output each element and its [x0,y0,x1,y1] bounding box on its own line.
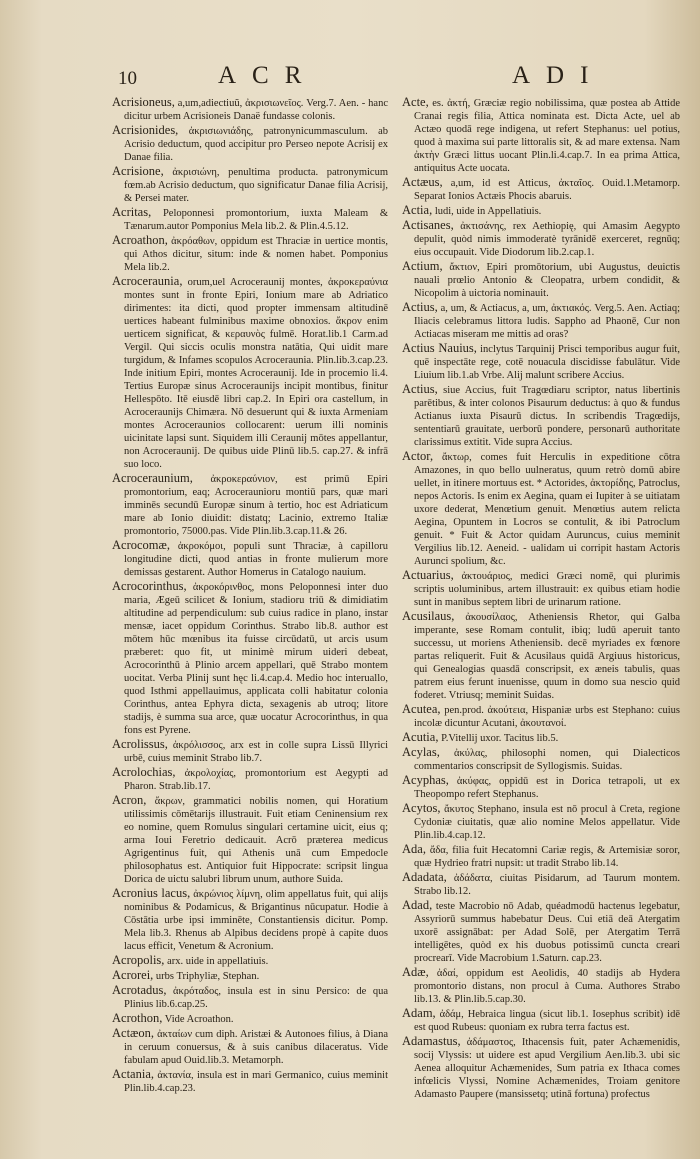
dictionary-entry [402,610,680,702]
entry-text: ἀκταίων cum diph. Aristæi & Autonoes filius, à Diana in ceruum conuersus, & à suis canibus dilaceratus. Vide fabulam apud Ouid.lib.3. Metamorph. [124,1029,388,1066]
dictionary-entry [112,206,388,233]
entry-text: a,um, id est Atticus, ἀκταῖος. Ouid.1.Metamorp. Separat Ionios Actæis Phocis abaruis. [414,178,680,202]
entry-headword: Acrotadus, [112,983,167,997]
dictionary-entry [402,569,680,609]
entry-text: siue Accius, fuit Tragœdiaru scriptor, natus libertinis parētibus, & inter colonos Pisaurum deductus: à quo & fundus Actianus iuxta Pisaurū dictus. In scribendis Tragœdijs, sententiarū grauitate, uerborū pondere, personarū authoritate clarissimus extitit. Vide supra Accius. [414,385,680,448]
dictionary-entry [112,794,388,886]
entry-headword: Acutea, [402,702,441,716]
entry-text: ἄκτωρ, comes fuit Herculis in expeditione cōtra Amazones, in quo bello uulneratus, quum retrò domū abire uellet, in itinere mortuus est. * Actorides, ἀκτορίδης, Patroclus, nepos Actoris. Is enim ex Aegina, quam ei Iupiter à se uitiatam uxore dederat, Menœtium genuit. Menœtius autem relicta Aegina, Opuntem in Locros se contulit, & ibi Patroclum genuit. * Fuit & Actor quidam Auruncus, cuius meminit Vergilius lib.12. Aeneid. - ualidam ui corripit hastam Actoris Aurunci spolium, &c. [414,452,680,567]
entry-text: ἀκρισιώνη, penultima producta. patronymicum fœm.ab Acrisio deductum, quo significatur Danae filia Acrisij, & Persei mater. [124,167,388,204]
dictionary-entry [402,774,680,801]
dictionary-entry [402,342,680,382]
entry-headword: Adam, [402,1006,436,1020]
dictionary-entry [402,843,680,870]
entry-headword: Actius, [402,300,438,314]
entry-text: ἄκρων, grammatici nobilis nomen, qui Horatium utilissimis cōmētarijs illustrauit. Fuit etiam Ceninensium rex eo nomine, quem Romulus singulari certamine uicit, eius q; arma Ioui Feretrio dedicauit. Acrō præterea medicus Agrigentinus fuit, qui Athenis unā cum Empedocle philosophatus est. Antiquior fuit Hippocrate: scripsit lingua Dorica de uictu salubri librum unum, authore Suida. [124,796,388,885]
entry-text: ἄκτιον, Epiri promōtorium, ubi Augustus, deuictis nauali prœlio Antonio & Cleopatra, urbem condidit, & Nicopolim à uictoria nominauit. [414,262,680,299]
dictionary-entry [402,204,680,218]
running-header [0,62,700,92]
entry-headword: Adadata, [402,870,447,884]
entry-text: orum,uel Acroceraunij montes, ἀκροκεραύνια montes sunt in fronte Epiri, Ionium mare ab Adriatico dirimentes: ita dicti, quod propter immensam altitudinē uertices habeant fulminibus maxime obnoxios. ἄκρον enim uerticem significat, & κεραυνὸς fulmē. Horat.lib.1 Carm.ad Vergil. Qui siccis oculis monstra natātia, Qui uidit mare turgidum, & Infames scopulos Acroceraunia. Plin.lib.3.cap.23. Inde initium Epiri, montes Acroceraunij. Ide in procemio li.4. Tertius Europæ sinus Acroceraunijs incipit montibus, finitur Hellespōto. Itē eiusdē libri cap.2. In Epiri ora castellum, in Acroceraunijs Chimæra. Nō desuerunt qui & iuxta Armeniam montes Acroceraunios collocarent: uerum illi nominis uicinitate lapsi sunt. Siquidem illi Ceraunij mōtes appellantur, non Acroceraunij. De quibus uide Plinū lib.5. cap.27. & infrā suo loco. [124,277,388,470]
dictionary-entry [112,766,388,793]
entry-text: ἀκροκόρινθος, mons Peloponnesi inter duo maria, Ægeū scilicet & Ionium, stadioru triū & dimidiatim altitudine ad perpendiculum: sub cuius radice in plano, instar mensæ, iacet oppidum Corinthus. Strabo lib.8. author est mōtem hūc mœnibus ita fuisse circūdatū, ut arcis usum præberet: quo fit, ut minimè mirum uideri debeat, Acrocorinthū à Plinio arcem appellari, quē Strabo montem uocitat. Verba Plinij sunt hęc li.4.cap.4. Medio hoc interuallo, quod Isthmi appellauimus, applicata colli habitatur colonia Corinthus, antea Ephyra dicta, sexagenis ab utroq; litore stadijs, è summa sua arce, quæ uocatur Acrocorinthus, in qua fons est Pyrene. [124,582,388,736]
entry-headword: Acylas, [402,745,440,759]
dictionary-entry [402,1007,680,1034]
entry-headword: Acrocorinthus, [112,579,187,593]
entry-headword: Actius Nauius, [402,341,477,355]
dictionary-entry [112,96,388,123]
dictionary-entry [112,969,388,983]
page-number: 10 [118,68,137,89]
entry-headword: Acrisionides, [112,123,179,137]
dictionary-entry [402,96,680,175]
entry-headword: Actania, [112,1067,154,1081]
entry-text: ἀκροκόμοι, populi sunt Thraciæ, à capilloru longitudine dicti, quod antias in fronte mulierum more demissas gestarent. Author Homerus in Catalogo nauium. [124,541,388,578]
entry-headword: Acrorei, [112,968,154,982]
entry-headword: Actæon, [112,1026,155,1040]
entry-headword: Actius, [402,382,438,396]
dictionary-entry [112,954,388,968]
dictionary-entry [402,802,680,842]
entry-headword: Acritas, [112,205,152,219]
dictionary-entry [112,124,388,164]
entry-headword: Actium, [402,259,443,273]
dictionary-entry [402,219,680,259]
entry-text: ἀδάμ, Hebraica lingua (sicut lib.1. Iosephus scribit) idē est quod Rubeus: quoniam ex rubra terra factus est. [414,1009,680,1033]
dictionary-entry [402,301,680,341]
entry-text: inclytus Tarquinij Prisci temporibus augur fuit, quē inspectāte rege, cotē nouacula discidisse fabulātur. Vide Liuium lib.1.ab Vrbe. Alij malunt scribere Accius. [414,344,680,381]
entry-text: es. ἀκτή, Græciæ regio nobilissima, quæ postea ab Attide Cranai regis filia, Attica nominata est. Dicta Acte, uel ab Actæo quodā rege indigena, ut refert Stephanus: uel potius, quod à maxima sui parte littoralis sit, & ad mare extensa. Nam ἀκτὴν Græci littus uocant Plin.li.4.cap.7. In ea prima Attica, antiquitus Acte uocata. [414,98,680,174]
dictionary-entry [402,260,680,300]
entry-text: ἄδα, filia fuit Hecatomni Cariæ regis, & Artemisiæ soror, quæ Hydrieo fratri nupsit: ut tradit Strabo lib.14. [414,845,680,869]
entry-headword: Acron, [112,793,147,807]
left-running-head: ACR [218,62,318,89]
entry-headword: Adæ, [402,965,429,979]
entry-text: ἀκροκεραύνιον, est primū Epiri promontorium, eaq; Acroceraunioru montiū pars, quæ mari imminēs secundū Europæ sinum à tertio, hoc est Adriaticum mare ab Ionio diuidit: distatq; Lacinio, extremo Italiæ promontorio, 75000.pas. Vide Plin.lib.3.cap.11.& 26. [124,474,388,537]
entry-headword: Acusilaus, [402,609,455,623]
entry-headword: Acroathon, [112,233,168,247]
entry-text: ἀκρόταδος, insula est in sinu Persico: de qua Plinius lib.6.cap.25. [124,986,388,1010]
entry-text: urbs Triphyliæ, Stephan. [155,971,260,982]
dictionary-entry [112,1068,388,1095]
entry-text: ἀκρώνιος λίμνη, olim appellatus fuit, qui alijs nominibus & Podamicus, & Brigantinus nūcupatur. Hodie à Cōstātia urbe ipsi imminēte, Constantiensis dicitur. Pomp. Mela lib.3. Rhenus ab Alpibus decidens propè à capite duos lacus efficit, Venetum & Acronium. [124,889,388,952]
entry-headword: Acyphas, [402,773,449,787]
dictionary-entry [402,1035,680,1101]
dictionary-entry [112,275,388,471]
entry-text: ἀκύφας, oppidū est in Dorica tetrapoli, ut ex Theopompo refert Stephanus. [414,776,680,800]
entry-headword: Actisanes, [402,218,454,232]
dictionary-entry [112,1027,388,1067]
dictionary-entry [112,1012,388,1026]
dictionary-entry [112,539,388,579]
entry-text: ἀκτουάριος, medici Græci nomē, qui plurimis scriptis uoluminibus, artem illustrauit: ex quibus etiam hodie sunt in manibus septem libri de urinarum ratione. [414,571,680,608]
entry-headword: Acytos, [402,801,441,815]
entry-headword: Adad, [402,898,433,912]
dictionary-entry [402,383,680,449]
entry-headword: Actia, [402,203,433,217]
dictionary-entry [402,746,680,773]
dictionary-entry [112,738,388,765]
entry-text: arx. uide in appellatiuis. [167,956,269,967]
entry-text: ἀκύλας, philosophi nomen, qui Dialecticos commentarios conscripsit de Syllogismis. Suidas. [414,748,680,772]
dictionary-entry [402,703,680,730]
entry-headword: Ada, [402,842,426,856]
entry-headword: Acropolis, [112,953,165,967]
entry-text: ἀκτανία, insula est in mari Germanico, cuius meminit Plin.lib.4.cap.23. [124,1070,388,1094]
dictionary-entry [112,234,388,274]
entry-text: Peloponnesi promontorium, iuxta Maleam & Tænarum.autor Pomponius Mela lib.2. & Plin.4.5.12. [124,208,388,232]
left-column [112,96,388,1136]
right-column [402,96,680,1136]
dictionary-entry [402,966,680,1006]
entry-text: ἀκρόλισσος, arx est in colle supra Lissū Illyrici urbē, cuius meminit Strabo lib.7. [124,740,388,764]
entry-text: Vide Acroathon. [164,1014,234,1025]
entry-text: ἀκρολοχίας, promontorium est Aegypti ad Pharon. Strab.lib.17. [124,768,388,792]
entry-headword: Acrocomæ, [112,538,170,552]
entry-text: ἀκουσίλαος, Atheniensis Rhetor, qui Galba imperante, sese Romam contulit, ibiq; ludū aperuit tanto successu, ut moriens Atheniensib. decē myriades ex fœnore partas reliquerit. Fuit & Acusilaus quidā Argiuus historicus, qui Genealogias quasdā conscripsit, ex æneis tabulis, quas patrem eius ferunt inuenisse, quum in domo sua nescio quid foderet. Vtriusq; meminit Suidas. [414,612,680,701]
dictionary-entry [402,871,680,898]
entry-headword: Acte, [402,96,429,109]
entry-text: P.Vitellij uxor. Tacitus lib.5. [441,733,559,744]
entry-headword: Actæus, [402,175,443,189]
entry-headword: Actor, [402,449,434,463]
entry-text: ἀκτισάνης, rex Aethiopię, qui Amasim Aegypto depulit, quòd nimis immoderatè tyrānidē exerceret, regnūq; eius occupauit. Vide Diodorum lib.2.cap.1. [414,221,680,258]
entry-headword: Acrisioneus, [112,96,175,109]
entry-headword: Acrolochias, [112,765,176,779]
right-running-head: ADI [512,62,605,89]
entry-text: teste Macrobio nō Adab, quéadmodū hactenus legebatur, Assyriorū summus habebatur Deus. Cui etiā deā Atergatim uxorē assignābat: per Adad Solē, per Atergatim Terrā intelligētes, quòd ex his duobus potissimū cuncta creari procrearī. Vide Macrobium 1.Saturn. cap.23. [414,901,680,964]
dictionary-entry [112,887,388,953]
entry-headword: Acrothon, [112,1011,163,1025]
entry-headword: Acrisione, [112,164,164,178]
entry-text: ἀδαί, oppidum est Aeolidis, 40 stadijs ab Hydera promontorio distans, non procul à Cuma. Authores Strabo lib.13. & Plin.lib.5.cap.30. [414,968,680,1005]
entry-headword: Acroceraunium, [112,471,193,485]
dictionary-entry [112,580,388,737]
entry-text: pen.prod. ἀκούτεια, Hispaniæ urbs est Stephano: cuius incolæ dicuntur Acutani, ἀκουτανοί. [414,705,680,729]
entry-headword: Adamastus, [402,1034,461,1048]
dictionary-entry [402,899,680,965]
entry-headword: Acroceraunia, [112,274,183,288]
dictionary-entry [112,472,388,538]
entry-text: ludi, uide in Appellatiuis. [434,206,542,217]
entry-headword: Acutia, [402,730,439,744]
entry-text: ἀδάμαστος, Ithacensis fuit, pater Achæmenidis, socij Vlyssis: ut uidere est apud Vergilium Aen.lib.3. ubi sic Aenea alloquitur Achæmenides, Sum patria ex Ithaca comes infœlicis Vlyssi, Nomine Achæmenides, Troiam genitore Adamasto Paupere (mansissetq; utinā fortuna) profectus [414,1037,680,1100]
dictionary-entry [112,165,388,205]
entry-text: ἀδάδατα, ciuitas Pisidarum, ad Taurum montem. Strabo lib.12. [414,873,680,897]
entry-text: ἄκυτος Stephano, insula est nō procul à Creta, regione Cydoniæ ciuitatis, quæ alio nomine Melos appellatur. Vide Plin.lib.4.cap.12. [414,804,680,841]
dictionary-entry [402,450,680,568]
dictionary-entry [112,984,388,1011]
entry-headword: Acrolissus, [112,737,168,751]
dictionary-entry [402,176,680,203]
dictionary-entry [402,731,680,745]
entry-headword: Actuarius, [402,568,454,582]
entry-headword: Acronius lacus, [112,886,191,900]
entry-text: ἀκρόαθων, oppidum est Thraciæ in uertice montis, qui Athos dicitur, situm: inde & nomen habet. Pomponius Mela lib.2. [124,236,388,273]
entry-text: a, um, & Actiacus, a, um, ἀκτιακός. Verg.5. Aen. Actiaq; Iliacis celebramus littora ludis. Sappho ad Phaonē, Cur non Actiacas miseram me mittis ad oras? [414,303,680,340]
entry-text: a,um,adiectiuũ, ἀκρισιωνεῖος. Verg.7. Aen. - hanc dicitur urbem Acrisioneis Danaë fundasse colonis. [124,98,388,122]
entry-text: ἀκρισιωνιάδης, patronynicummasculum. ab Acrisio deductum, quod accipitur pro Perseo nepote Acrisij ex Danae filia. [124,126,388,163]
